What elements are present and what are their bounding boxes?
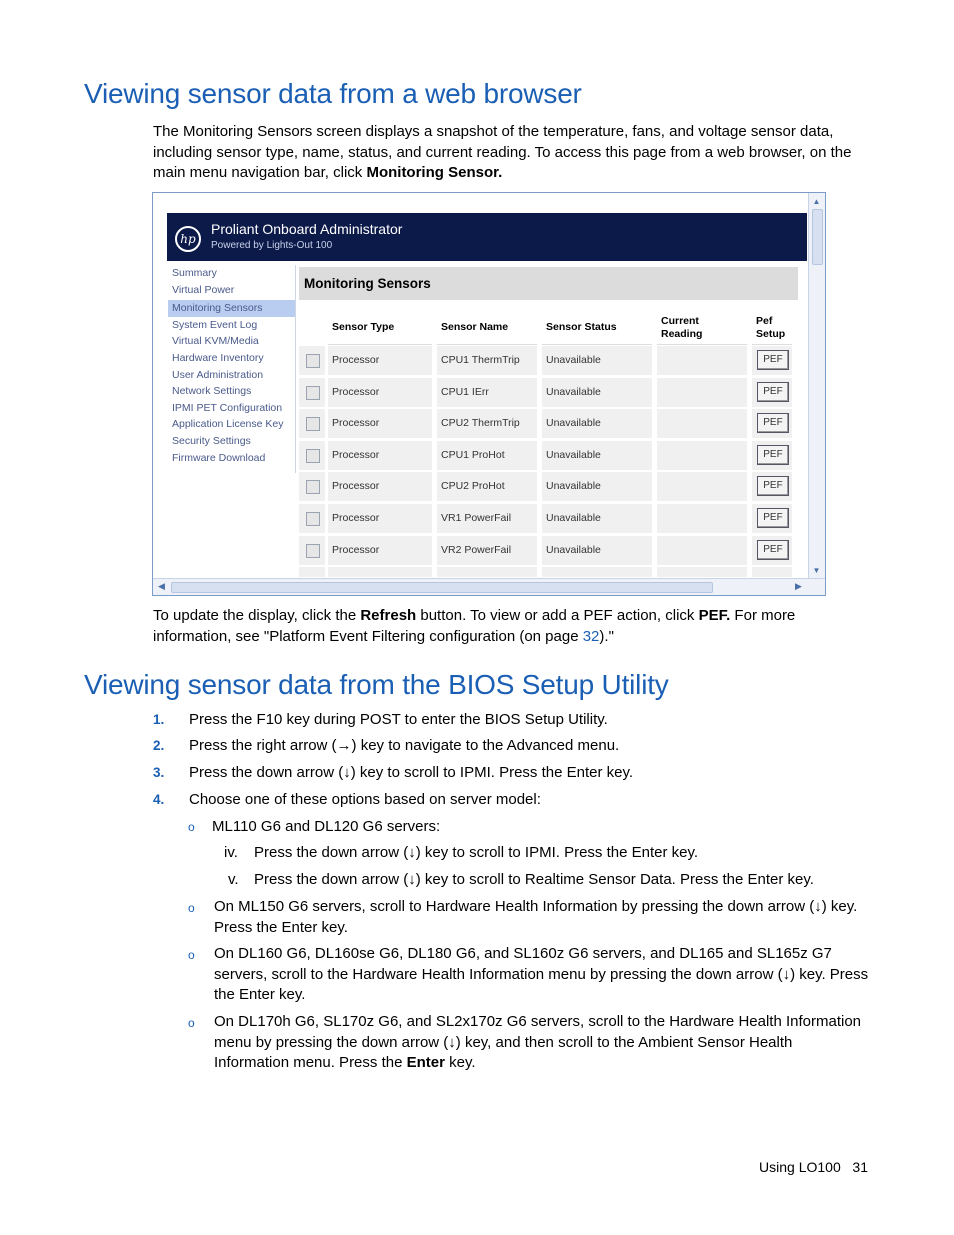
- table-header-cell: Sensor Type: [328, 309, 432, 345]
- step-text: Choose one of these options based on server model:: [189, 791, 541, 808]
- table-cell: VR1 PowerFail: [437, 504, 537, 533]
- sidebar-nav: [168, 265, 296, 473]
- table-cell: Unavailable: [542, 472, 652, 501]
- pef-button[interactable]: PEF: [757, 476, 789, 496]
- bullet-icon: o: [188, 820, 195, 834]
- table-cell: [328, 567, 432, 577]
- table-cell: CPU2 ThermTrip: [437, 409, 537, 438]
- roman-num: v.: [228, 871, 239, 888]
- pef-button[interactable]: PEF: [757, 382, 789, 402]
- bullet-ml150: On ML150 G6 servers, scroll to Hardware Health Information by pressing the down arrow (↓) key. Press the Enter key.: [214, 898, 858, 936]
- table-cell: [299, 378, 325, 407]
- table-header-cell: Pef Setup: [752, 309, 792, 345]
- table-cell: [657, 409, 747, 438]
- step-number: 3.: [153, 765, 165, 780]
- row-checkbox[interactable]: [306, 386, 320, 400]
- row-checkbox[interactable]: [306, 480, 320, 494]
- table-cell: [299, 472, 325, 501]
- sidebar-item[interactable]: Summary: [172, 267, 217, 279]
- table-header-cell: Sensor Name: [437, 309, 537, 345]
- table-cell: [299, 504, 325, 533]
- table-cell: [752, 472, 792, 501]
- pef-button[interactable]: PEF: [757, 350, 789, 370]
- monitoring-sensors-heading: Monitoring Sensors: [299, 267, 798, 300]
- table-cell: [299, 409, 325, 438]
- table-cell: Unavailable: [542, 346, 652, 375]
- roman-text: Press the down arrow (↓) key to scroll to IPMI. Press the Enter key.: [254, 844, 699, 861]
- pef-button[interactable]: PEF: [757, 540, 789, 560]
- sidebar-item[interactable]: Application License Key: [172, 418, 284, 431]
- sidebar-item[interactable]: Security Settings: [172, 434, 251, 447]
- row-checkbox[interactable]: [306, 449, 320, 463]
- scroll-right-icon[interactable]: ▶: [795, 581, 802, 591]
- roman-text: Press the down arrow (↓) key to scroll to Realtime Sensor Data. Press the Enter key.: [254, 871, 814, 888]
- bullet-dl170h: On DL170h G6, SL170z G6, and SL2x170z G6 servers, scroll to the Hardware Health Information menu by pressing the down arrow (↓) key, and then scroll to the Ambient Sensor Health Information menu. Press the Enter key.: [214, 1013, 862, 1071]
- hp-logo-icon: hp: [175, 226, 201, 252]
- banner-title: Proliant Onboard Administrator: [211, 221, 403, 237]
- table-cell: CPU1 ThermTrip: [437, 346, 537, 375]
- table-cell: Unavailable: [542, 536, 652, 565]
- table-cell: [752, 567, 792, 577]
- sidebar-item[interactable]: Virtual KVM/Media: [172, 335, 259, 348]
- refresh-paragraph: To update the display, click the Refresh button. To view or add a PEF action, click PEF. For more information, see "Platform Event Filtering configuration (on page 32).": [153, 607, 796, 645]
- table-cell: [299, 441, 325, 470]
- step-number: 1.: [153, 712, 165, 727]
- table-cell: VR2 PowerFail: [437, 536, 537, 565]
- pef-button[interactable]: PEF: [757, 413, 789, 433]
- table-cell: Processor: [328, 409, 432, 438]
- table-cell: [657, 346, 747, 375]
- table-cell: [657, 472, 747, 501]
- step-text: Press the right arrow (→) key to navigate to the Advanced menu.: [189, 737, 620, 754]
- table-cell: [657, 441, 747, 470]
- table-header-cell: Current Reading: [657, 309, 747, 345]
- table-cell: CPU2 ProHot: [437, 472, 537, 501]
- sidebar-item[interactable]: Monitoring Sensors: [168, 300, 295, 317]
- step-number: 4.: [153, 792, 165, 807]
- table-cell: CPU1 ProHot: [437, 441, 537, 470]
- vertical-scroll-thumb[interactable]: [812, 209, 823, 265]
- intro-paragraph: The Monitoring Sensors screen displays a snapshot of the temperature, fans, and voltage sensor data, including sensor type, name, status, and current reading. To access this page from a web browser, on the main menu navigation bar, click Monitoring Sensor.: [153, 123, 852, 181]
- table-cell: [657, 378, 747, 407]
- table-cell: [299, 346, 325, 375]
- section-title-bios: Viewing sensor data from the BIOS Setup Utility: [84, 669, 669, 700]
- monitoring-sensors-screenshot: [152, 192, 826, 596]
- table-cell: [657, 504, 747, 533]
- horizontal-scroll-thumb[interactable]: [171, 582, 713, 593]
- row-checkbox[interactable]: [306, 354, 320, 368]
- table-cell: Processor: [328, 536, 432, 565]
- step-number: 2.: [153, 738, 165, 753]
- bullet-icon: o: [188, 1016, 195, 1030]
- table-cell: Processor: [328, 346, 432, 375]
- table-cell: Processor: [328, 504, 432, 533]
- sidebar-item[interactable]: IPMI PET Configuration: [172, 401, 283, 414]
- table-cell: Processor: [328, 378, 432, 407]
- table-header-cell: [299, 309, 325, 345]
- table-cell: [752, 409, 792, 438]
- sidebar-item[interactable]: User Administration: [172, 368, 264, 381]
- row-checkbox[interactable]: [306, 417, 320, 431]
- scroll-up-icon[interactable]: ▲: [812, 197, 821, 206]
- step-text: Press the down arrow (↓) key to scroll to IPMI. Press the Enter key.: [189, 764, 634, 781]
- table-cell: [657, 536, 747, 565]
- banner-subtitle: Powered by Lights-Out 100: [211, 240, 333, 251]
- page-link[interactable]: 32: [582, 627, 600, 645]
- table-cell: Unavailable: [542, 441, 652, 470]
- vertical-scrollbar[interactable]: [808, 193, 825, 579]
- table-cell: [542, 567, 652, 577]
- sidebar-item[interactable]: System Event Log: [172, 318, 258, 331]
- horizontal-scrollbar[interactable]: [153, 578, 825, 595]
- section-title-web-browser: Viewing sensor data from a web browser: [84, 78, 582, 109]
- row-checkbox[interactable]: [306, 544, 320, 558]
- table-cell: [437, 567, 537, 577]
- bullet-dl160: On DL160 G6, DL160se G6, DL180 G6, and SL160z G6 servers, and DL165 and SL165z G7 servers, scroll to the Hardware Health Information menu by pressing the down arrow (↓) key. Press the Enter key.: [214, 945, 869, 1003]
- table-cell: CPU1 IErr: [437, 378, 537, 407]
- table-cell: Processor: [328, 472, 432, 501]
- table-cell: [299, 536, 325, 565]
- table-cell: Unavailable: [542, 378, 652, 407]
- table-header-cell: Sensor Status: [542, 309, 652, 345]
- sidebar-item[interactable]: Firmware Download: [172, 451, 266, 464]
- table-cell: [752, 346, 792, 375]
- table-cell: [657, 567, 747, 577]
- bullet-icon: o: [188, 948, 195, 962]
- sidebar-item[interactable]: Network Settings: [172, 385, 252, 398]
- table-cell: [752, 504, 792, 533]
- page-footer: Using LO100 31: [759, 1159, 868, 1175]
- app-banner: [167, 213, 807, 261]
- roman-num: iv.: [224, 844, 238, 861]
- table-cell: [752, 378, 792, 407]
- row-checkbox[interactable]: [306, 512, 320, 526]
- bullet-ml110: ML110 G6 and DL120 G6 servers:: [212, 818, 441, 835]
- scroll-left-icon[interactable]: ◀: [158, 581, 165, 591]
- pef-button[interactable]: PEF: [757, 508, 789, 528]
- table-cell: Unavailable: [542, 409, 652, 438]
- table-cell: [752, 536, 792, 565]
- table-cell: Processor: [328, 441, 432, 470]
- sidebar-item[interactable]: Hardware Inventory: [172, 351, 264, 364]
- scroll-down-icon[interactable]: ▼: [812, 566, 821, 575]
- bullet-icon: o: [188, 901, 195, 915]
- pef-button[interactable]: PEF: [757, 445, 789, 465]
- table-cell: Unavailable: [542, 504, 652, 533]
- sidebar-item[interactable]: Virtual Power: [172, 283, 235, 296]
- table-cell: [752, 441, 792, 470]
- table-cell: [299, 567, 325, 577]
- step-text: Press the F10 key during POST to enter the BIOS Setup Utility.: [189, 711, 608, 728]
